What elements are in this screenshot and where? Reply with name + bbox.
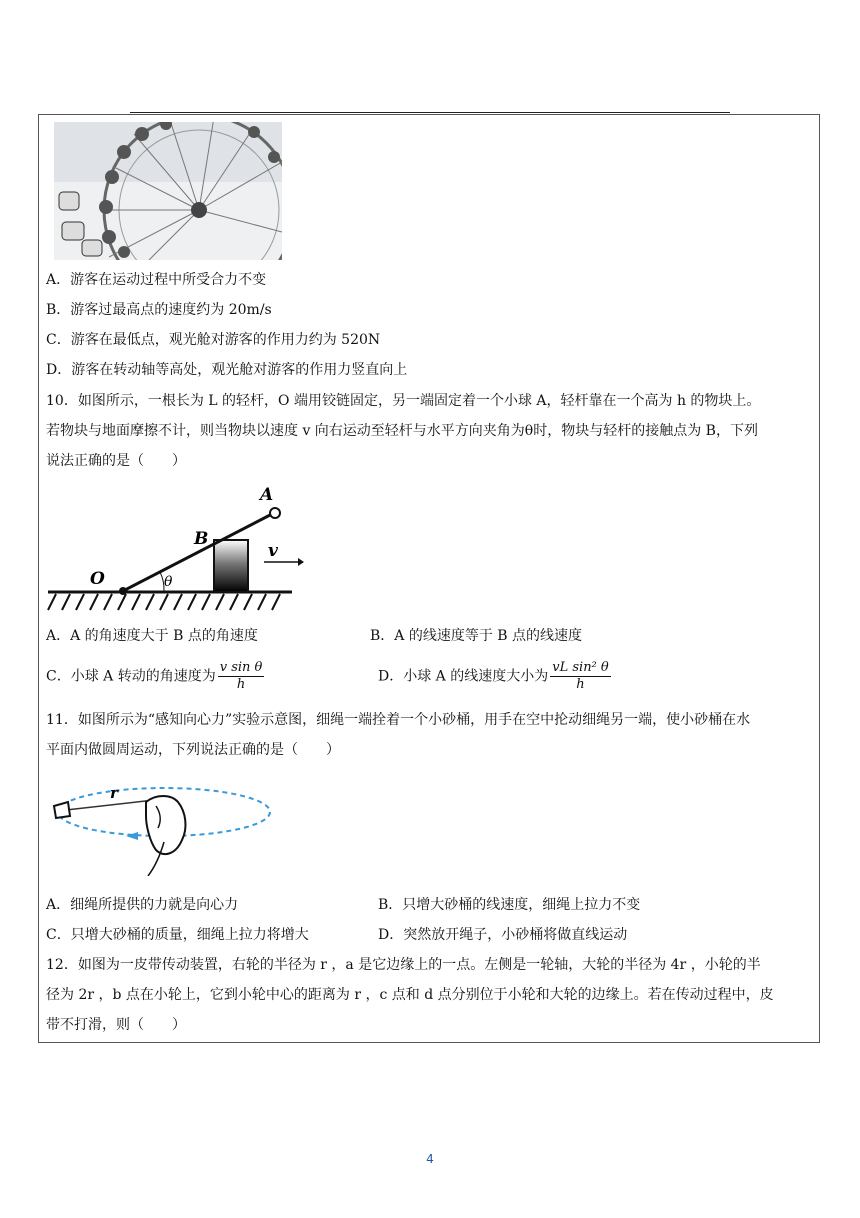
q10-option-d-prefix: D．小球 A 的线速度大小为 [378, 668, 549, 685]
q10-option-c [46, 660, 264, 693]
q9-option-b: B．游客过最高点的速度约为 20m/s [46, 302, 272, 318]
q10-option-d [378, 660, 611, 693]
q10-stem-line3: 说法正确的是（ ） [46, 453, 186, 469]
fraction-denominator: h [236, 677, 246, 692]
header-rule [130, 112, 730, 113]
label-v: v [268, 541, 278, 561]
q9-option-d: D．游客在转动轴等高处，观光舱对游客的作用力竖直向上 [46, 362, 408, 378]
label-r: r [110, 784, 118, 802]
q12-stem-line3: 带不打滑，则（ ） [46, 1017, 186, 1033]
q10-option-b: B．A 的线速度等于 B 点的线速度 [370, 628, 583, 644]
q9-option-c: C．游客在最低点，观光舱对游客的作用力约为 520N [46, 332, 381, 348]
fraction-numerator: v sin θ [219, 660, 263, 675]
q10-option-a: A．A 的角速度大于 B 点的角速度 [46, 628, 258, 644]
label-theta: θ [164, 574, 173, 590]
label-b: B [194, 529, 209, 549]
q12-stem-line1: 12．如图为一皮带传动装置，右轮的半径为 r ，a 是它边缘上的一点。左侧是一轮轴，大轮的半径为 4r ，小轮的半 [46, 957, 761, 973]
page-number: 4 [426, 1152, 434, 1166]
q11-option-b: B．只增大砂桶的线速度，细绳上拉力不变 [378, 897, 641, 913]
q10-stem-line1: 10．如图所示，一根长为 L 的轻杆，O 端用铰链固定，另一端固定着一个小球 A，轻杆靠在一个高为 h 的物块上。 [46, 393, 761, 409]
q9-option-a: A．游客在运动过程中所受合力不变 [46, 272, 267, 288]
label-o: O [90, 569, 105, 589]
q11-stem-line1: 11．如图所示为“感知向心力”实验示意图，细绳一端拴着一个小砂桶，用手在空中抡动细绳另一端，使小砂桶在水 [46, 712, 751, 728]
q11-option-a: A．细绳所提供的力就是向心力 [46, 897, 239, 913]
label-a: A [260, 485, 274, 505]
fraction-denominator: h [576, 677, 585, 692]
q10-option-c-prefix: C．小球 A 转动的角速度为 [46, 668, 216, 685]
ferris-wheel-image [54, 122, 282, 260]
q12-stem-line2: 径为 2r ，b 点在小轮上，它到小轮中心的距离为 r ，c 点和 d 点分别位于小轮和大轮的边缘上。若在传动过程中，皮 [46, 987, 774, 1003]
q11-stem-line2: 平面内做圆周运动，下列说法正确的是（ ） [46, 742, 340, 758]
q11-swing-figure [46, 776, 276, 876]
q10-option-d-fraction [550, 660, 610, 693]
q10-rod-block-figure [46, 478, 306, 618]
q10-stem-line2: 若物块与地面摩擦不计，则当物块以速度 v 向右运动至轻杆与水平方向夹角为θ时，物块与轻杆的接触点为 B，下列 [46, 423, 758, 439]
fraction-numerator: vL sin² θ [552, 660, 609, 675]
q10-option-c-fraction [218, 660, 265, 693]
q11-option-d: D．突然放开绳子，小砂桶将做直线运动 [378, 927, 628, 943]
q11-option-c: C．只增大砂桶的质量，细绳上拉力将增大 [46, 927, 309, 943]
